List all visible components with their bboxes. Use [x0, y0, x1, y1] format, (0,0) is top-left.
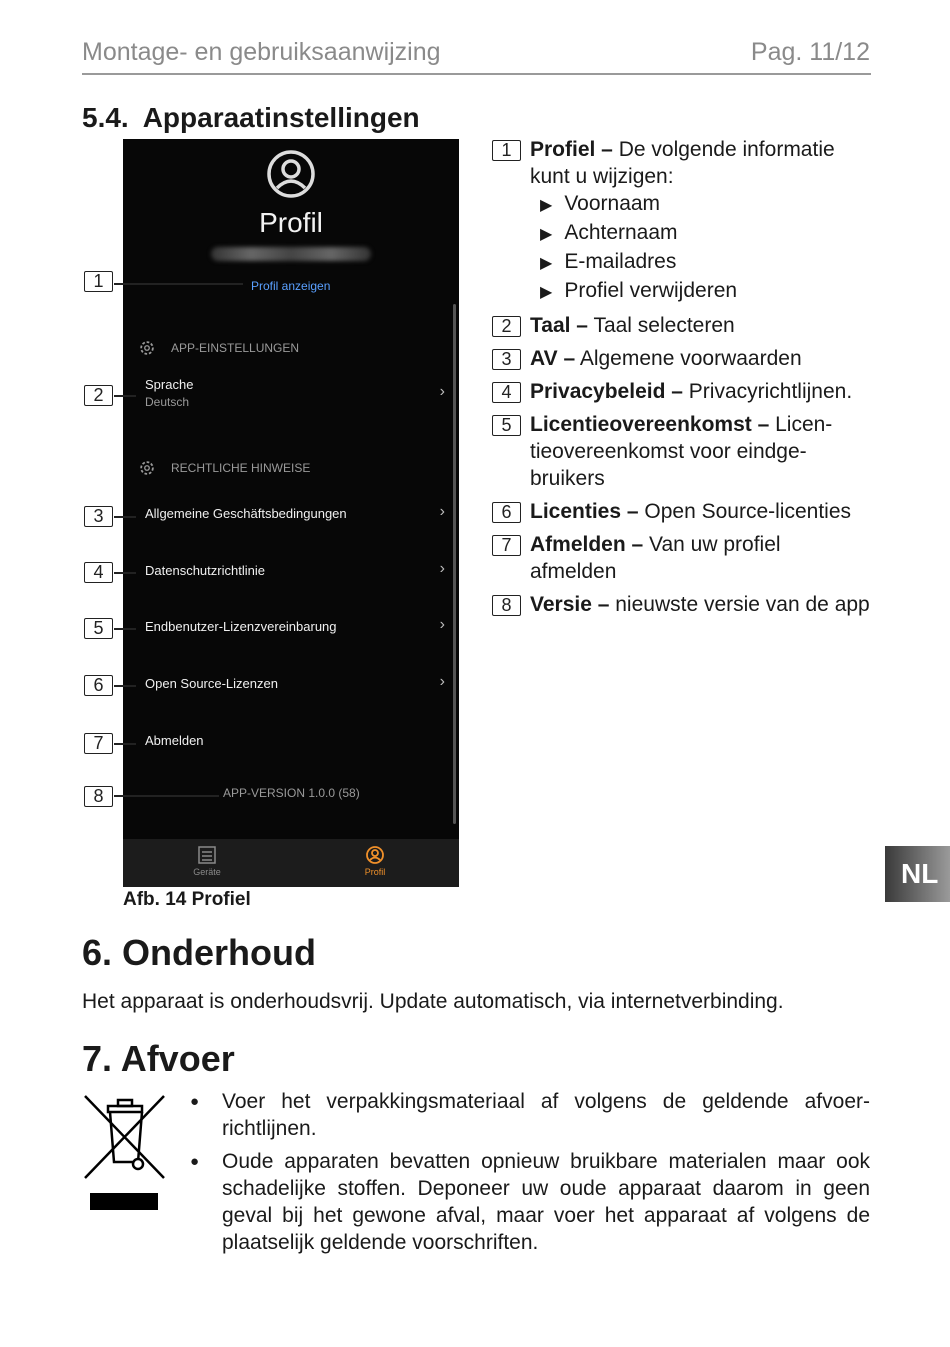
- callout-2: 2: [84, 385, 113, 406]
- callout-8: 8: [84, 786, 113, 807]
- section-title: Apparaatinstellingen: [142, 102, 420, 133]
- blurred-email: [211, 247, 371, 261]
- legend-term: Afmelden –: [530, 533, 644, 556]
- callout-4: 4: [84, 562, 113, 583]
- legend-item: [492, 136, 872, 306]
- page-number: Pag. 11/12: [750, 38, 870, 66]
- language-tab: NL: [885, 846, 950, 902]
- chevron-right-icon: ›: [439, 383, 445, 400]
- legend-desc: Van uw profiel afmelden: [530, 533, 781, 583]
- callout-5: 5: [492, 415, 521, 436]
- callout-7: 7: [84, 733, 113, 754]
- leader-line: [114, 283, 243, 285]
- leader-line: [114, 685, 136, 687]
- weee-bar: [90, 1193, 158, 1210]
- section-number: 5.4.: [82, 102, 129, 133]
- list-item: ▶ E-mailadres: [530, 248, 872, 277]
- legal-label: RECHTLICHE HINWEISE: [171, 461, 311, 475]
- list-item: ▶ Voornaam: [530, 190, 872, 219]
- legend-desc: Licen-tieovereenkomst voor eindge-bruikers: [530, 413, 833, 490]
- app-settings-label: APP-EINSTELLUNGEN: [171, 341, 300, 355]
- tab-devices-label: Geräte: [193, 867, 221, 877]
- legend-desc: Taal selecteren: [587, 314, 735, 337]
- chevron-right-icon: ›: [439, 673, 445, 690]
- gear-icon: [138, 459, 156, 477]
- legend-term: Taal –: [530, 314, 588, 337]
- legend-desc: nieuwste versie van de app: [609, 593, 870, 616]
- legend-item: [492, 591, 872, 618]
- legend-term: AV –: [530, 347, 576, 370]
- device-icon: [197, 845, 217, 865]
- chevron-right-icon: ›: [439, 560, 445, 577]
- privacy-row[interactable]: Datenschutzrichtlinie: [145, 563, 265, 578]
- figure-caption: Afb. 14 Profiel: [123, 889, 251, 910]
- tab-profile[interactable]: [335, 845, 415, 877]
- legend-item: [492, 312, 872, 339]
- callout-4: 4: [492, 382, 521, 403]
- callout-3: 3: [84, 506, 113, 527]
- legend-term: Licentieovereenkomst –: [530, 413, 770, 436]
- eula-row[interactable]: Endbenutzer-Lizenzvereinbarung: [145, 619, 337, 634]
- callout-6: 6: [84, 675, 113, 696]
- legend-term: Privacybeleid –: [530, 380, 683, 403]
- legend-list: [492, 136, 872, 624]
- language-row[interactable]: Sprache: [145, 377, 194, 392]
- tab-devices[interactable]: [167, 845, 247, 877]
- legend-term: Versie –: [530, 593, 610, 616]
- callout-8: 8: [492, 595, 521, 616]
- open-source-row[interactable]: Open Source-Lizenzen: [145, 676, 278, 691]
- maintenance-heading: 6. Onderhoud: [82, 932, 316, 973]
- tab-profile-label: Profil: [364, 867, 386, 877]
- legend-item: [492, 531, 872, 585]
- app-settings-header: [138, 339, 299, 357]
- tab-bar: [123, 839, 459, 887]
- list-item: ▶ Profiel verwijderen: [530, 277, 872, 306]
- legal-header: [138, 459, 310, 477]
- maintenance-text: Het apparaat is onderhoudsvrij. Update automatisch, via internetverbinding.: [82, 990, 784, 1013]
- profile-title: Profil: [259, 207, 323, 238]
- callout-5: 5: [84, 618, 113, 639]
- legend-term: Profiel –: [530, 138, 613, 161]
- list-item: ● Voer het verpakkingsmateriaal af volgens de geldende afvoer-richtlijnen.: [190, 1088, 870, 1142]
- section-heading: [82, 102, 420, 134]
- header-title: Montage- en gebruiksaanwijzing: [82, 38, 441, 66]
- legend-desc: Algemene voorwaarden: [575, 347, 802, 370]
- chevron-right-icon: ›: [439, 503, 445, 520]
- list-item: ● Oude apparaten bevatten opnieuw bruikbare materialen maar ook schadelijke stoffen. Deponeer uw oude apparaat daarom in geen geval bij het gewone afval, maar voer het apparaat af volgens de plaatselijk geldende voorschriften.: [190, 1148, 870, 1256]
- app-screenshot: [123, 139, 459, 887]
- leader-line: [114, 795, 219, 797]
- leader-line: [114, 572, 136, 574]
- legend-item: [492, 411, 872, 492]
- legend-term: Licenties –: [530, 500, 639, 523]
- profile-icon: [365, 845, 385, 865]
- terms-row[interactable]: Allgemeine Geschäftsbedingungen: [145, 506, 347, 521]
- callout-7: 7: [492, 535, 521, 556]
- list-item: ▶ Achternaam: [530, 219, 872, 248]
- weee-crossed-bin-icon: [82, 1092, 168, 1182]
- chevron-right-icon: ›: [439, 616, 445, 633]
- callout-1: 1: [84, 271, 113, 292]
- scrollbar[interactable]: [453, 304, 456, 824]
- callout-3: 3: [492, 349, 521, 370]
- disposal-heading: 7. Afvoer: [82, 1038, 235, 1079]
- legend-item: [492, 378, 872, 405]
- gear-icon: [138, 339, 156, 357]
- language-value: Deutsch: [145, 395, 190, 409]
- leader-line: [114, 628, 136, 630]
- logout-row[interactable]: Abmelden: [145, 733, 204, 748]
- leader-line: [114, 743, 136, 745]
- legend-desc: Open Source-licenties: [638, 500, 852, 523]
- header-divider: [82, 73, 871, 75]
- profile-avatar-icon: [266, 149, 316, 199]
- leader-line: [114, 395, 136, 397]
- callout-2: 2: [492, 316, 521, 337]
- leader-line: [114, 516, 136, 518]
- callout-6: 6: [492, 502, 521, 523]
- legend-desc: De volgende informatie kunt u wijzigen:: [530, 138, 835, 188]
- callout-1: 1: [492, 140, 521, 161]
- legend-item: [492, 345, 872, 372]
- show-profile-link[interactable]: Profil anzeigen: [251, 279, 331, 293]
- app-version: APP-VERSION 1.0.0 (58): [223, 786, 360, 800]
- legend-item: [492, 498, 872, 525]
- profile-fields-list: [530, 190, 872, 306]
- disposal-list: [190, 1088, 870, 1262]
- legend-desc: Privacyrichtlijnen.: [682, 380, 853, 403]
